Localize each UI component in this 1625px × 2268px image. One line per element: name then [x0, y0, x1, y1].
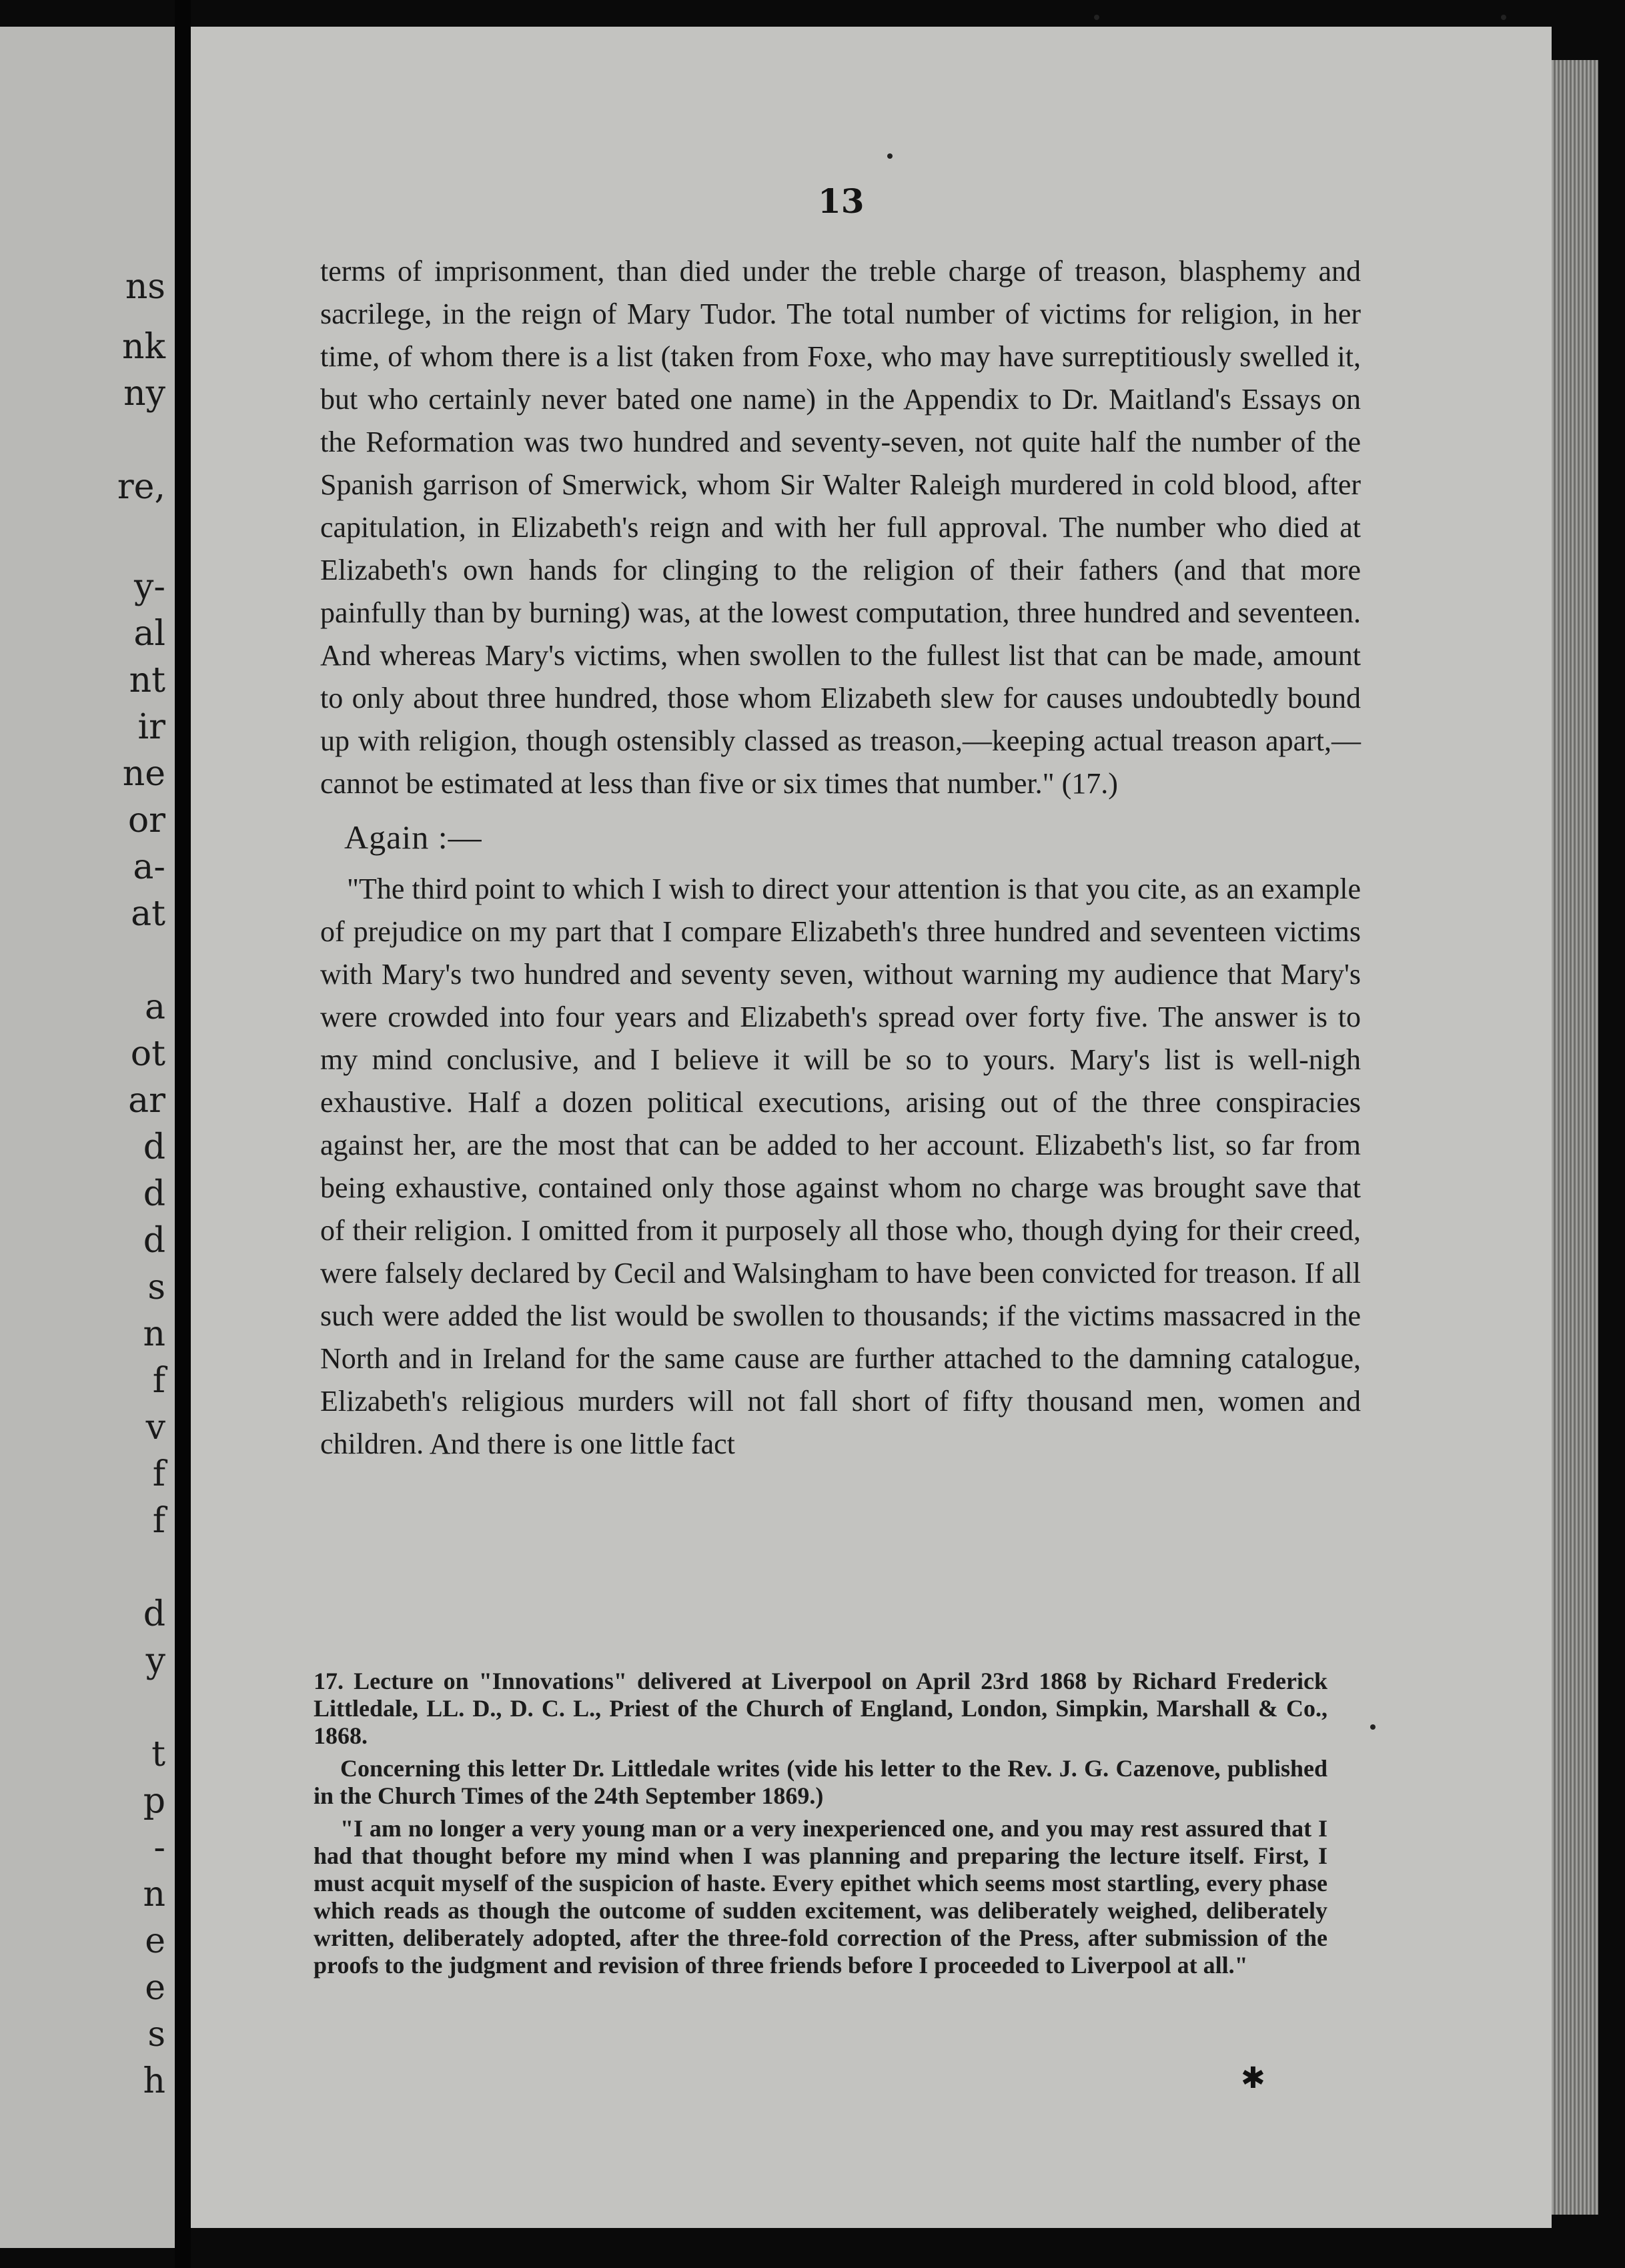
- left-page-fragment: nk: [122, 327, 165, 367]
- left-page-fragment: re,: [117, 467, 165, 507]
- left-page-fragment: ar: [128, 1081, 165, 1121]
- book-gutter: [175, 0, 191, 2268]
- left-page-fragment: a: [144, 987, 165, 1027]
- left-page-fragment: al: [133, 614, 165, 654]
- left-page-fragment: y: [145, 1641, 165, 1681]
- page-edges: [1552, 60, 1598, 2215]
- left-page-fragment: d: [143, 1127, 165, 1167]
- left-page-fragment: at: [131, 894, 165, 934]
- left-page-fragment: t: [151, 1734, 165, 1774]
- left-page-fragment: n: [143, 1314, 165, 1354]
- ink-speck: [1094, 15, 1099, 20]
- left-page-fragment: v: [145, 1407, 165, 1448]
- page-number: 13: [818, 181, 865, 221]
- section-heading: Again :—: [344, 818, 482, 856]
- left-page-fragment: ot: [130, 1034, 165, 1074]
- left-page-fragment: ir: [137, 707, 165, 747]
- left-page-fragment: f: [152, 1454, 165, 1494]
- left-page-fragment: nt: [129, 660, 165, 700]
- left-page-fragment: -: [153, 1828, 165, 1868]
- left-page-fragment: ny: [123, 374, 165, 414]
- left-page-fragment: e: [145, 1921, 165, 1961]
- footnote-quote: "I am no longer a very young man or a very inexperienced one, and you may rest assured that I had that thought before my mind when I was planning and preparing the lecture itself. First, I must acquit myself of the suspicion of haste. Every epithet which seems most startling, every phase which reads as though the outcome of sudden excitement, was deliberately weighed, deliberately written, deliberately adopted, after the three-fold correction of the Press, after submission of the proofs to the judgment and revision of three friends before I proceeded to Liverpool at all.": [314, 1815, 1327, 1978]
- footnotes: [314, 1668, 1327, 1985]
- left-page-fragment: a-: [133, 847, 165, 887]
- ink-speck: [1370, 1724, 1376, 1730]
- footnote-note: Concerning this letter Dr. Littledale writes (vide his letter to the Rev. J. G. Cazenove, published in the Church Times of the 24th September 1869.): [314, 1755, 1327, 1809]
- corner-mark: ✱: [1241, 2061, 1265, 2095]
- left-page-fragment: y-: [134, 567, 165, 607]
- left-page-fragment: e: [145, 1968, 165, 2008]
- left-page-fragment: d: [143, 1221, 165, 1261]
- left-page-fragment: s: [147, 2015, 165, 2055]
- left-facing-page: [0, 27, 175, 2248]
- ink-speck: [887, 153, 893, 159]
- left-page-fragment: f: [152, 1361, 165, 1401]
- left-page-fragment: ne: [122, 754, 165, 794]
- left-page-fragment: f: [152, 1501, 165, 1541]
- left-page-fragment: p: [143, 1781, 165, 1821]
- left-page-fragment: ns: [125, 267, 165, 307]
- quoted-paragraph: "The third point to which I wish to direct your attention is that you cite, as an example of prejudice on my part that I compare Elizabeth's three hundred and seventeen victims with Mary's two hundred and seventy seven, without warning my audience that Mary's were crowded into four years and Elizabeth's spread over forty five. The answer is to my mind conclusive, and I believe it will be so to yours. Mary's list is well-nigh exhaustive. Half a dozen political executions, arising out of the three conspiracies against her, are the most that can be added to her account. Elizabeth's list, so far from being exhaustive, contained only those against whom no charge was brought save that of their religion. I omitted from it purposely all those who, though dying for their creed, were falsely declared by Cecil and Walsingham to have been convicted for treason. If all such were added the list would be swollen to thousands; if the victims massacred in the North and in Ireland for the same cause are further attached to the damning catalogue, Elizabeth's religious murders will not fall short of fifty thousand men, women and children. And there is one little fact: [320, 873, 1361, 1460]
- left-page-fragment: h: [143, 2061, 165, 2101]
- left-page-fragment: d: [143, 1594, 165, 1634]
- body-text: [320, 250, 1361, 1466]
- left-page-fragment: or: [127, 800, 165, 840]
- ink-speck: [1501, 15, 1506, 20]
- left-page-fragment: n: [143, 1874, 165, 1914]
- footnote-17: 17. Lecture on "Innovations" delivered at Liverpool on April 23rd 1868 by Richard Frederick Littledale, LL. D., D. C. L., Priest of the Church of England, London, Simpkin, Marshall & Co., 1868.: [314, 1668, 1327, 1749]
- left-page-fragment: d: [143, 1174, 165, 1214]
- left-page-fragment: s: [147, 1267, 165, 1307]
- body-paragraph: terms of imprisonment, than died under the treble charge of treason, blasphemy and sacrilege, in the reign of Mary Tudor. The total number of victims for religion, in her time, of whom there is a list (taken from Foxe, who may have surreptitiously swelled it, but who certainly never bated one name) in the Appendix to Dr. Maitland's Essays on the Reformation was two hundred and seventy-seven, not quite half the number of the Spanish garrison of Smerwick, whom Sir Walter Raleigh murdered in cold blood, after capitulation, in Elizabeth's reign and with her full approval. The number who died at Elizabeth's own hands for clinging to the religion of their fathers (and that more painfully than by burning) was, at the lowest computation, three hundred and seventeen. And whereas Mary's victims, when swollen to the fullest list that can be made, amount to only about three hundred, those whom Elizabeth slew for causes undoubtedly bound up with religion, though ostensibly classed as treason,—keeping actual treason apart,—cannot be estimated at less than five or six times that number." (17.): [320, 255, 1361, 800]
